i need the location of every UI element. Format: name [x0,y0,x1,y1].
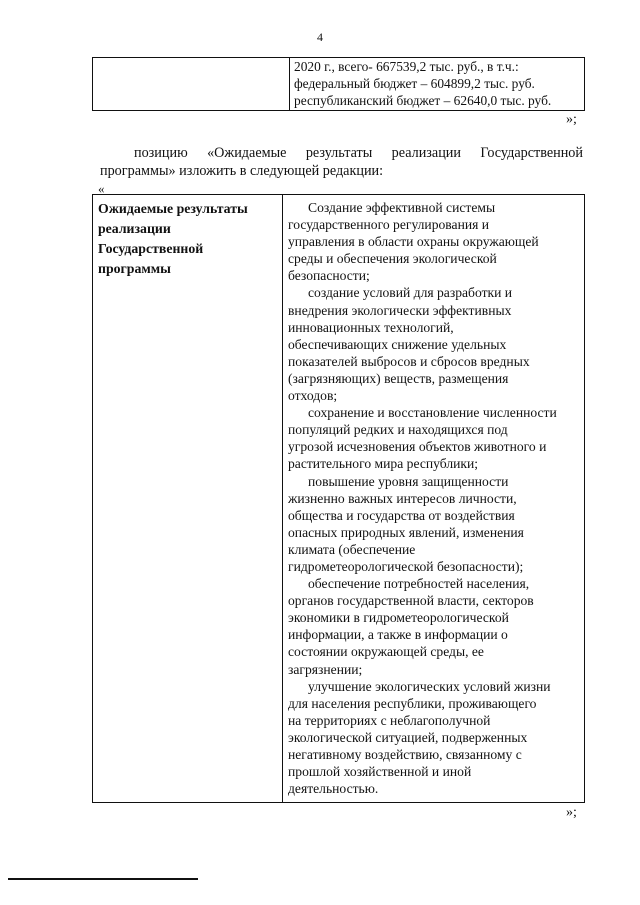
results-text-line: безопасности; [288,268,370,284]
results-text-line: на территориях с неблагополучной [288,712,491,728]
budget-line-federal: федеральный бюджет – 604899,2 тыс. руб. [294,76,535,91]
budget-table-empty-cell [93,58,290,111]
results-text-line: негативному воздействию, связанному с [288,747,522,762]
page-number: 4 [317,30,323,44]
results-text-line: повышение уровня защищенности [308,473,509,489]
closing-quote-1: »; [566,112,577,127]
results-text-line: управления в области охраны окружающей [288,234,539,250]
budget-table-text-cell [290,58,585,111]
results-text-line: органов государственной власти, секторов [288,593,534,609]
results-table [92,194,585,803]
results-text-line: внедрения экологически эффективных [288,302,512,318]
results-text-line: экономики в гидрометеорологической [288,610,509,626]
results-text-line: сохранение и восстановление численности [308,405,557,421]
results-text-line: для населения республики, проживающего [288,695,537,711]
results-text-line: обеспечивающих снижение удельных [288,336,507,352]
results-text-line: обеспечение потребностей населения, [308,576,530,592]
budget-line-total: 2020 г., всего- 667539,2 тыс. руб., в т.ч.: [294,59,519,74]
results-text-line: государственного регулирования и [288,217,490,233]
results-text-line: Создание эффективной системы [308,200,496,215]
intro-line-2: программы» изложить в следующей редакции: [100,162,384,179]
results-text-line: (загрязняющих) веществ, размещения [288,370,509,386]
results-text-line: показателей выбросов и сбросов вредных [288,353,530,369]
budget-line-republican: республиканский бюджет – 62640,0 тыс. руб. [294,93,552,108]
footnote-rule [8,878,198,880]
results-text-line: популяций редких и находящихся под [288,422,508,438]
opening-quote: « [98,181,105,196]
intro-line-1: позицию «Ожидаемые результаты реализации Государственной [134,145,583,161]
results-text-line: загрязнении; [288,661,363,677]
results-label-line: Ожидаемые результаты [98,201,248,216]
results-text-line: создание условий для разработки и [308,285,513,301]
intro-paragraph [100,145,583,180]
results-label-line: программы [98,261,171,276]
results-text-line: угрозой исчезновения объектов животного и [288,439,547,455]
results-text-line: экологической ситуацией, подверженных [288,729,528,745]
results-text-line: улучшение экологических условий жизни [308,678,551,694]
closing-quote-2: »; [566,805,577,820]
results-text-line: общества и государства от воздействия [288,507,515,523]
results-text-line: инновационных технологий, [288,319,454,335]
results-text-line: гидрометеорологической безопасности); [288,558,524,574]
results-label-cell [93,195,283,803]
budget-table [92,57,585,111]
results-text-line: среды и обеспечения экологической [288,251,497,267]
results-text-line: климата (обеспечение [288,541,416,557]
results-text-line: растительного мира республики; [288,456,479,472]
results-label-line: Государственной [98,241,204,256]
results-text-line: отходов; [288,388,338,404]
results-text-line: состоянии окружающей среды, ее [288,644,484,660]
results-text-line: опасных природных явлений, изменения [288,524,524,540]
results-label-line: реализации [98,221,171,236]
results-text-line: деятельностью. [288,781,379,797]
results-text-line: прошлой хозяйственной и иной [288,764,472,780]
results-text-cell [283,195,585,803]
results-text-line: информации, а также в информации о [288,627,508,643]
results-text-line: жизненно важных интересов личности, [288,490,517,506]
